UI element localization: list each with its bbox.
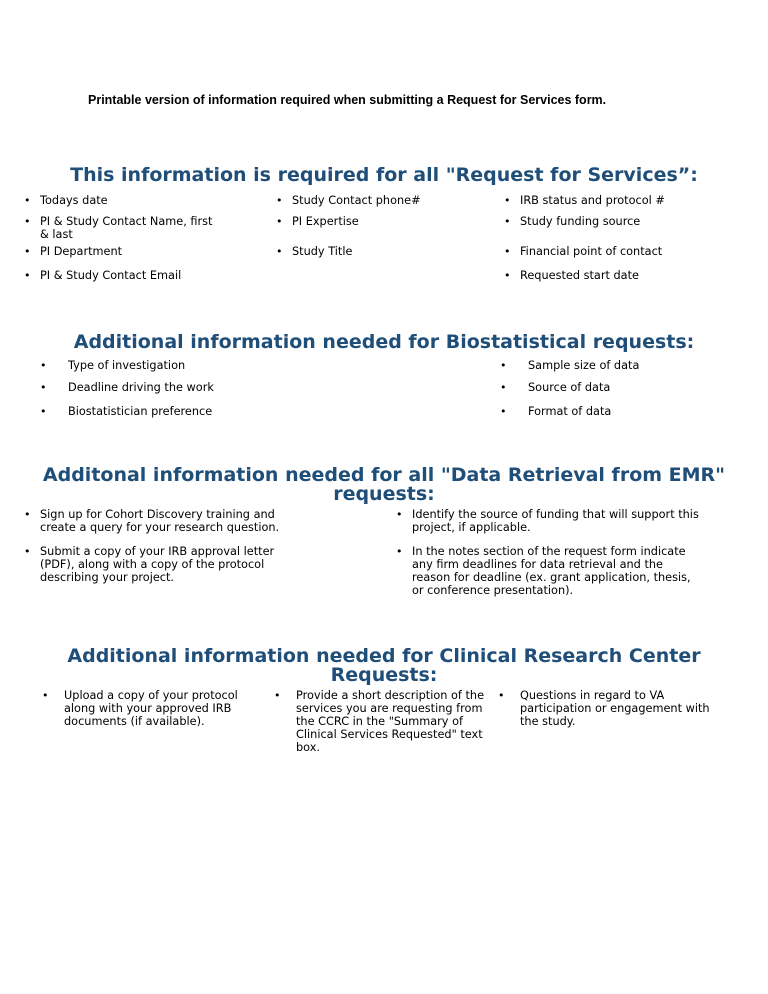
list-item: • IRB status and protocol # bbox=[504, 194, 665, 207]
list-item: • PI Department bbox=[24, 245, 123, 258]
list-item: • Requested start date bbox=[504, 269, 639, 282]
section-heading-all-requests: This information is required for all "Request for Services”: bbox=[70, 164, 698, 186]
list-item: • PI Expertise bbox=[276, 215, 359, 228]
list-item: • Provide a short description of the services you are requesting from the CCRC in the "Summary of Clinical Services Requested" text box. bbox=[274, 689, 485, 754]
list-item: • Study Contact phone# bbox=[276, 194, 421, 207]
list-item: • Sample size of data bbox=[500, 359, 640, 372]
list-item: • Biostatistician preference bbox=[40, 405, 213, 418]
list-item: • Submit a copy of your IRB approval letter (PDF), along with a copy of the protocol describing your project. bbox=[24, 545, 275, 584]
section-heading-biostat: Additional information needed for Biostatistical requests: bbox=[73, 331, 695, 353]
section-heading-emr-line1: Additonal information needed for all "Data Retrieval from EMR" bbox=[42, 464, 726, 486]
section-heading-emr bbox=[0, 466, 768, 504]
list-item: • Identify the source of funding that will support this project, if applicable. bbox=[396, 508, 699, 534]
section-heading-emr-line2: requests: bbox=[333, 483, 435, 505]
list-item: • In the notes section of the request form indicate any firm deadlines for data retrieval and the reason for deadline (ex. grant application, thesis, or conference presentation). bbox=[396, 545, 691, 597]
intro-text: Printable version of information required when submitting a Request for Services form. bbox=[88, 93, 607, 107]
list-item: • Todays date bbox=[24, 194, 108, 207]
section-heading-crc-line1: Additional information needed for Clinical Research Center bbox=[67, 645, 701, 667]
list-item: • Deadline driving the work bbox=[40, 381, 214, 394]
list-item: • PI & Study Contact Email bbox=[24, 269, 182, 282]
list-item: • Sign up for Cohort Discovery training and create a query for your research question. bbox=[24, 508, 280, 534]
list-item: • Study Title bbox=[276, 245, 353, 258]
list-item: • Source of data bbox=[500, 381, 611, 394]
list-item: • Upload a copy of your protocol along with your approved IRB documents (if available). bbox=[42, 689, 238, 728]
list-item: • Questions in regard to VA participation or engagement with the study. bbox=[498, 689, 710, 728]
section-heading-crc-line2: Requests: bbox=[330, 664, 438, 686]
list-item: • PI & Study Contact Name, first & last bbox=[24, 215, 213, 241]
list-item: • Financial point of contact bbox=[504, 245, 663, 258]
list-item: • Type of investigation bbox=[40, 359, 186, 372]
section-heading-crc bbox=[0, 647, 768, 685]
list-item: • Format of data bbox=[500, 405, 612, 418]
list-item: • Study funding source bbox=[504, 215, 641, 228]
